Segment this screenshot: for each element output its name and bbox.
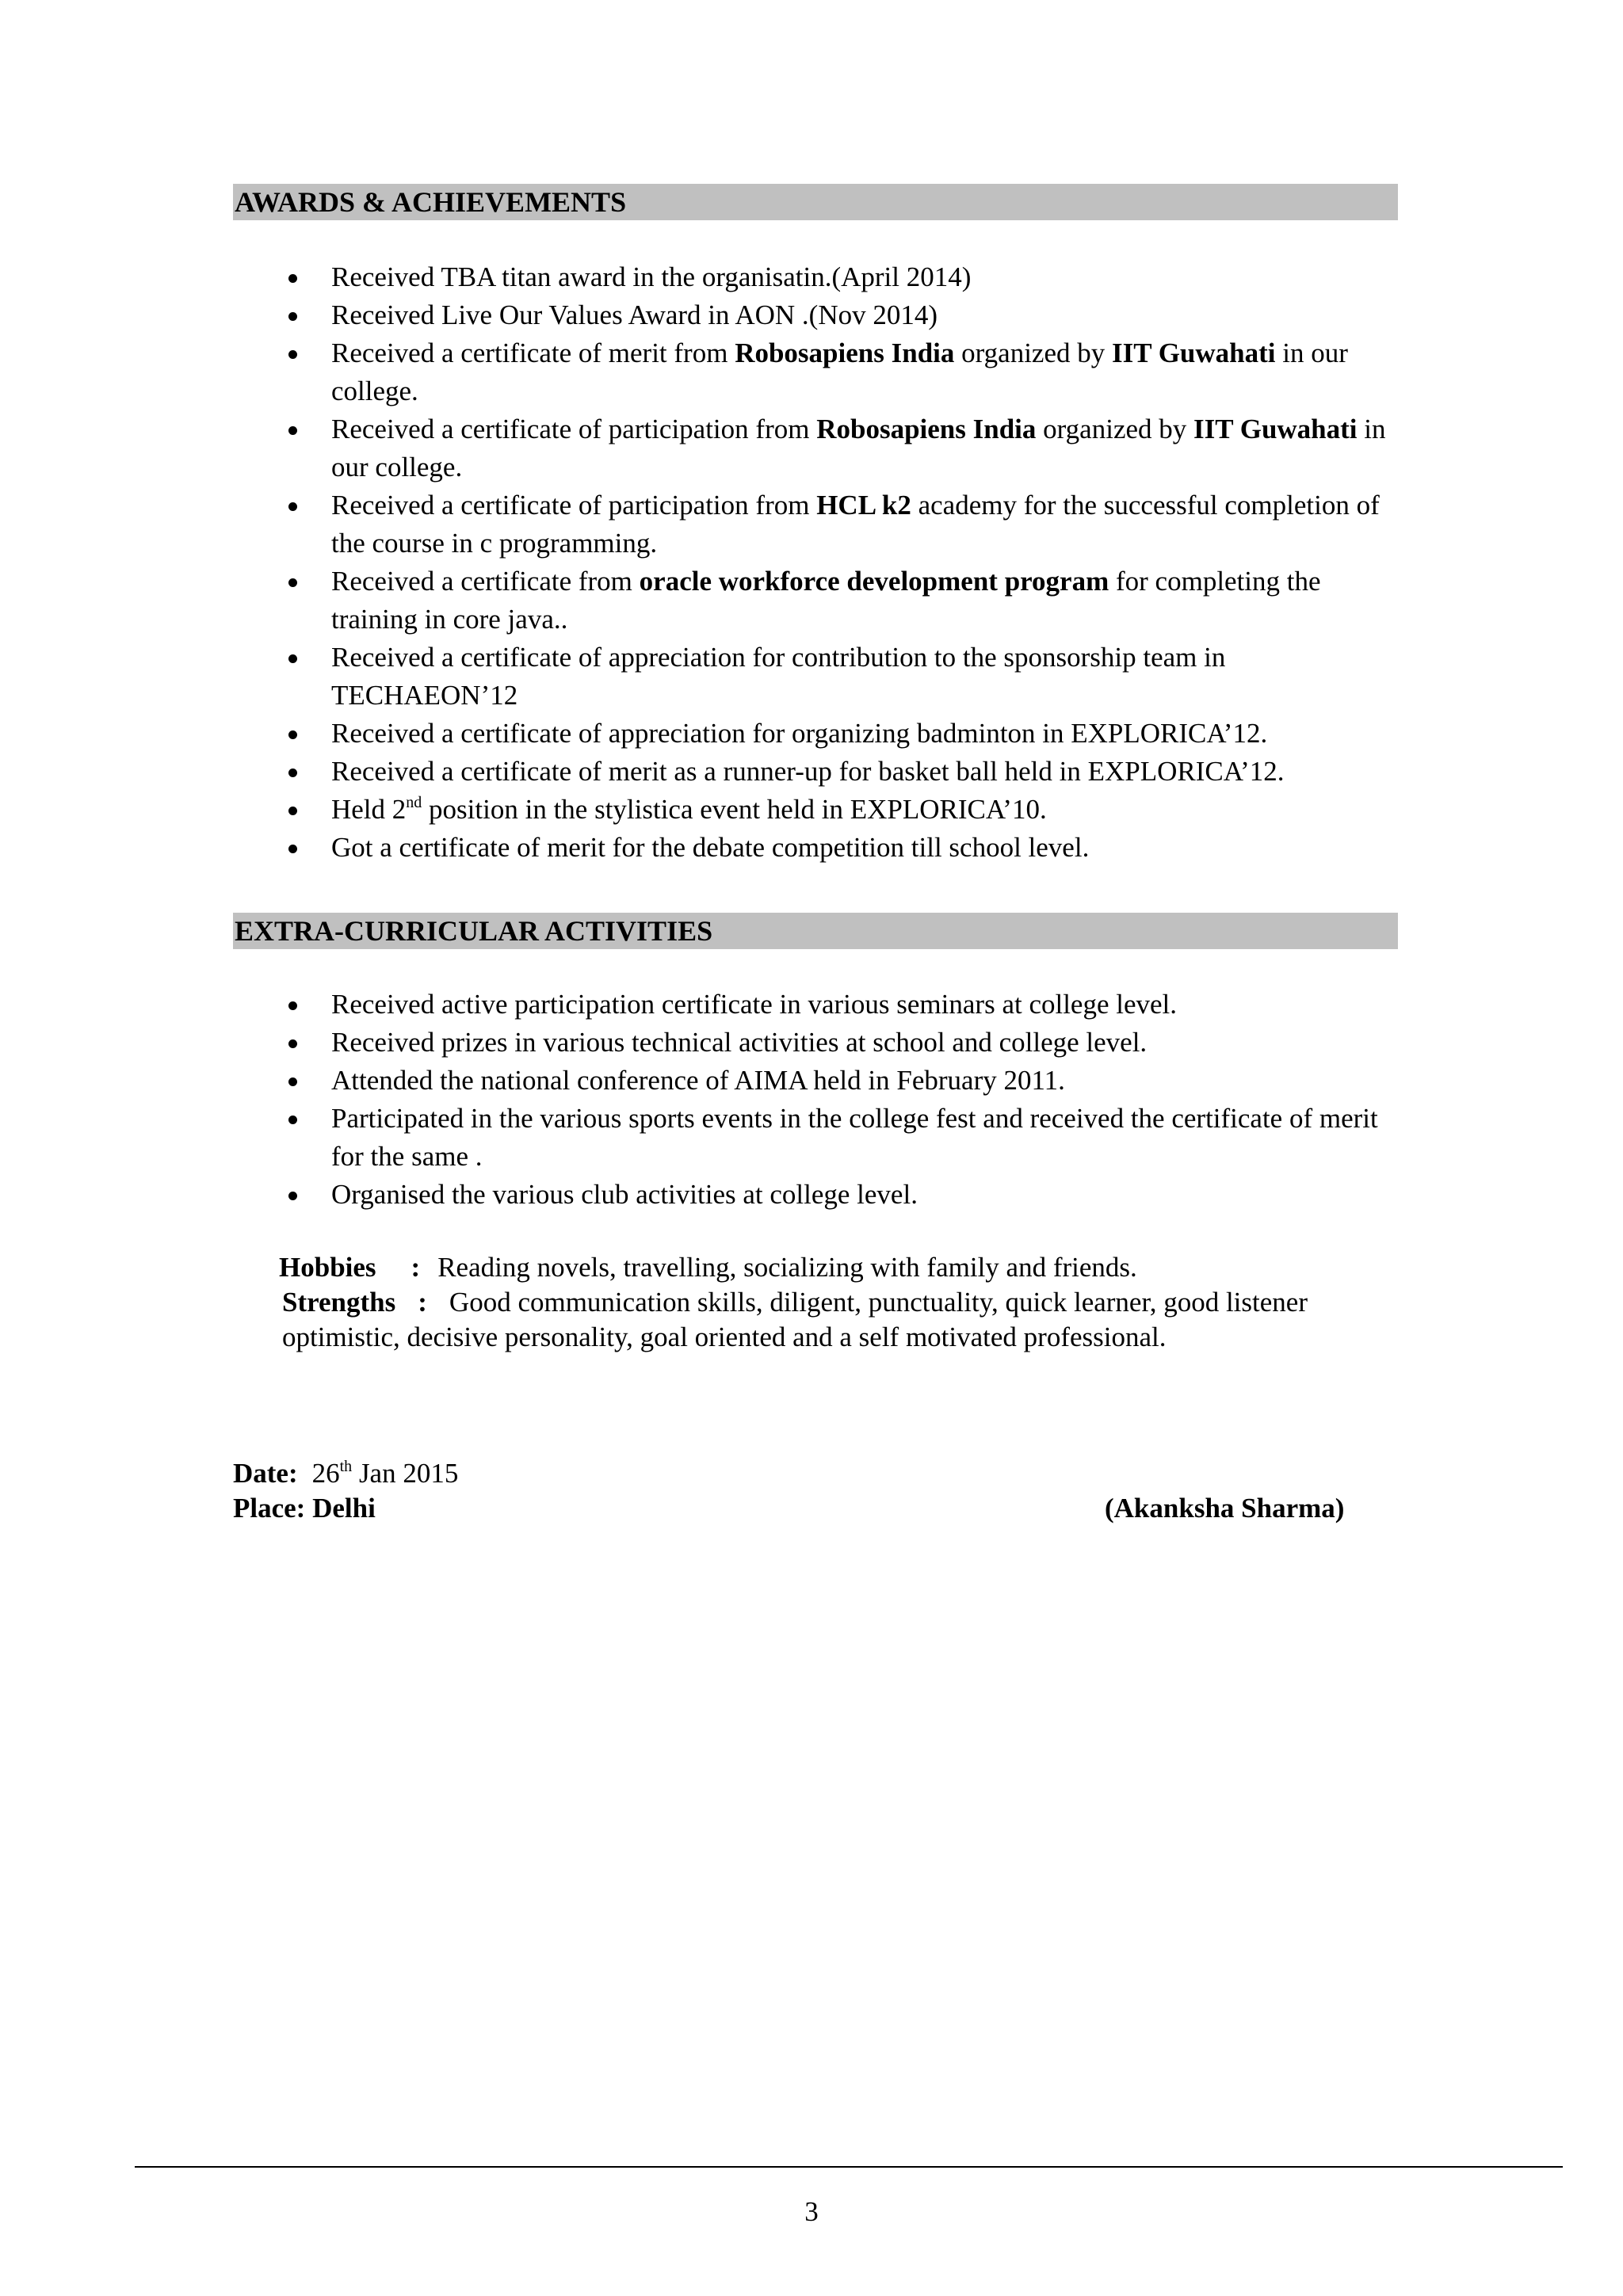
bullet-icon	[288, 1001, 297, 1010]
bullet-icon	[288, 426, 297, 435]
list-item	[233, 715, 1406, 753]
bullet-icon	[288, 769, 297, 777]
organization-name: HCL k2	[816, 490, 911, 521]
organization-name: Robosapiens India	[735, 338, 955, 368]
list-item-text: Received a certificate of participation from	[331, 414, 817, 444]
list-item	[233, 791, 1406, 829]
list-item-text: Held 2	[331, 794, 407, 825]
bullet-icon	[288, 502, 297, 511]
organization-name: Robosapiens India	[816, 414, 1037, 444]
page-number: 3	[804, 2196, 819, 2227]
bullet-icon	[288, 654, 297, 663]
signature-name: (Akanksha Sharma)	[1105, 1493, 1345, 1524]
ordinal-suffix: nd	[406, 794, 422, 811]
list-item-text: Received active participation certificate in various seminars at college level.	[331, 989, 1178, 1020]
institute-name: IIT Guwahati	[1112, 338, 1276, 368]
footer-divider	[135, 2166, 1563, 2168]
date-day: 26	[311, 1458, 340, 1489]
extra-curricular-heading: EXTRA-CURRICULAR ACTIVITIES	[233, 913, 1398, 949]
program-name: oracle workforce development program	[639, 566, 1109, 597]
extra-curricular-list	[233, 986, 1406, 1214]
list-item	[233, 753, 1406, 791]
list-item-text: Received prizes in various technical activities at school and college level.	[331, 1027, 1148, 1058]
bullet-icon	[288, 578, 297, 587]
list-item	[233, 1024, 1406, 1062]
list-item-text: position in the stylistica event held in EXPLORICA’10.	[422, 794, 1047, 825]
bullet-icon	[288, 312, 297, 321]
list-item-text: Got a certificate of merit for the debate competition till school level.	[331, 832, 1090, 863]
bullet-icon	[288, 1077, 297, 1086]
strengths-label: Strengths	[282, 1287, 396, 1318]
bullet-icon	[288, 1039, 297, 1048]
institute-name: IIT Guwahati	[1193, 414, 1358, 444]
list-item-text: Received a certificate of participation from	[331, 490, 817, 521]
list-item-text: Received Live Our Values Award in AON .(Nov 2014)	[331, 299, 938, 330]
date-ordinal-suffix: th	[339, 1458, 353, 1475]
strengths-separator: :	[418, 1287, 427, 1318]
bullet-icon	[288, 845, 297, 853]
strengths-value: Good communication skills, diligent, punctuality, quick learner, good listener	[449, 1287, 1308, 1318]
list-item-text: in our college.	[331, 414, 1386, 482]
list-item-text: Received TBA titan award in the organisatin.(April 2014)	[331, 261, 972, 292]
list-item-text: in our college.	[331, 338, 1348, 406]
list-item-text: Received a certificate of appreciation for contribution to the sponsorship team in TECHAEON’12	[331, 642, 1226, 711]
bullet-icon	[288, 350, 297, 359]
date-rest: Jan 2015	[352, 1458, 459, 1489]
list-item	[233, 1100, 1406, 1176]
date-label: Date:	[233, 1458, 298, 1489]
strengths-value: optimistic, decisive personality, goal oriented and a self motivated professional.	[282, 1322, 1167, 1352]
list-item	[233, 563, 1406, 639]
list-item	[233, 486, 1406, 563]
list-item-text: Organised the various club activities at college level.	[331, 1179, 918, 1210]
list-item	[233, 258, 1406, 296]
bullet-icon	[288, 1116, 297, 1124]
list-item	[233, 829, 1406, 867]
hobbies-row	[279, 1250, 1137, 1285]
list-item-text: for completing the training in core java..	[331, 566, 1321, 635]
bullet-icon	[288, 807, 297, 815]
date-row	[233, 1456, 458, 1491]
list-item-text: organized by	[1036, 414, 1194, 444]
awards-heading: AWARDS & ACHIEVEMENTS	[233, 184, 1398, 220]
hobbies-label: Hobbies	[279, 1252, 376, 1283]
list-item-text: Attended the national conference of AIMA held in February 2011.	[331, 1065, 1065, 1096]
list-item	[233, 334, 1406, 410]
list-item	[233, 1062, 1406, 1100]
list-item	[233, 410, 1406, 486]
hobbies-separator: :	[411, 1252, 421, 1283]
bullet-icon	[288, 730, 297, 739]
awards-list	[233, 258, 1406, 867]
strengths-row-continuation	[282, 1320, 1167, 1355]
list-item-text: Received a certificate of merit from	[331, 338, 735, 368]
list-item	[233, 639, 1406, 715]
list-item-text: Received a certificate from	[331, 566, 640, 597]
list-item	[233, 1176, 1406, 1214]
bullet-icon	[288, 1192, 297, 1200]
list-item-text: academy for the successful completion of the course in c programming.	[331, 490, 1380, 559]
bullet-icon	[288, 274, 297, 283]
place-row: Place: Delhi	[233, 1493, 376, 1524]
list-item	[233, 296, 1406, 334]
list-item-text: Received a certificate of appreciation for organizing badminton in EXPLORICA’12.	[331, 718, 1268, 749]
list-item-text: organized by	[954, 338, 1112, 368]
list-item-text: Received a certificate of merit as a runner-up for basket ball held in EXPLORICA’12.	[331, 756, 1285, 787]
list-item-text: Participated in the various sports events in the college fest and received the certificate of merit for the same .	[331, 1103, 1378, 1172]
strengths-row	[282, 1285, 1308, 1320]
hobbies-value: Reading novels, travelling, socializing with family and friends.	[437, 1252, 1137, 1283]
list-item	[233, 986, 1406, 1024]
